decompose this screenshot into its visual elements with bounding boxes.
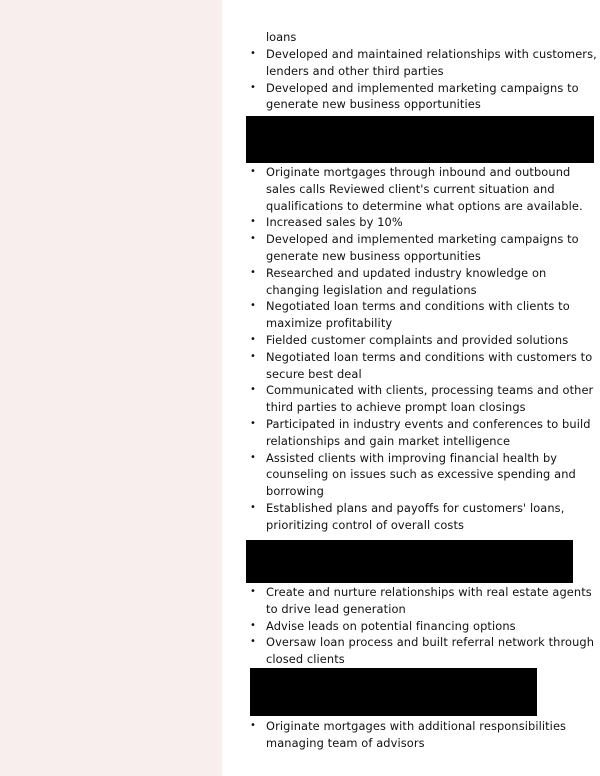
list-item: • Increased sales by 10% (246, 214, 600, 231)
list-item: • Established plans and payoffs for customers' loans, prioritizing control of overall costs (246, 500, 600, 534)
list-item: • Advise leads on potential financing options (246, 618, 600, 635)
bullet-list-2 (246, 164, 600, 534)
continued-text: loans (266, 30, 297, 44)
list-item: • Developed and implemented marketing campaigns to generate new business opportunities (246, 231, 600, 265)
bullet-list-4 (246, 718, 600, 752)
redacted-job-header-3 (250, 668, 537, 716)
list-item: • Oversaw loan process and built referral network through closed clients (246, 634, 600, 668)
list-item: • Developed and implemented marketing campaigns to generate new business opportunities (246, 80, 600, 114)
job-section-2 (246, 164, 600, 534)
bullet-list-3 (246, 584, 600, 668)
redacted-job-header-2 (246, 540, 573, 583)
resume-content (246, 0, 600, 776)
list-item: • Researched and updated industry knowledge on changing legislation and regulations (246, 265, 600, 299)
sidebar-panel (0, 0, 222, 776)
list-item: • Participated in industry events and conferences to build relationships and gain market intelligence (246, 416, 600, 450)
list-item: • Originate mortgages through inbound and outbound sales calls Reviewed client's current situation and qualifications to determine what options are available. (246, 164, 600, 214)
list-item: • Developed and maintained relationships with customers, lenders and other third parties (246, 46, 600, 80)
list-item: • Negotiated loan terms and conditions with customers to secure best deal (246, 349, 600, 383)
list-item: • Fielded customer complaints and provided solutions (246, 332, 600, 349)
list-item: • Negotiated loan terms and conditions with clients to maximize profitability (246, 298, 600, 332)
continued-section (246, 29, 600, 113)
list-item: • Create and nurture relationships with real estate agents to drive lead generation (246, 584, 600, 618)
list-item: • Originate mortgages with additional responsibilities managing team of advisors (246, 718, 600, 752)
job-section-3 (246, 584, 600, 668)
list-item: • Communicated with clients, processing teams and other third parties to achieve prompt loan closings (246, 382, 600, 416)
list-item: • Assisted clients with improving financial health by counseling on issues such as excessive spending and borrowing (246, 450, 600, 500)
bullet-list-1 (246, 46, 600, 113)
redacted-job-header-1 (246, 116, 594, 163)
job-section-4 (246, 718, 600, 752)
